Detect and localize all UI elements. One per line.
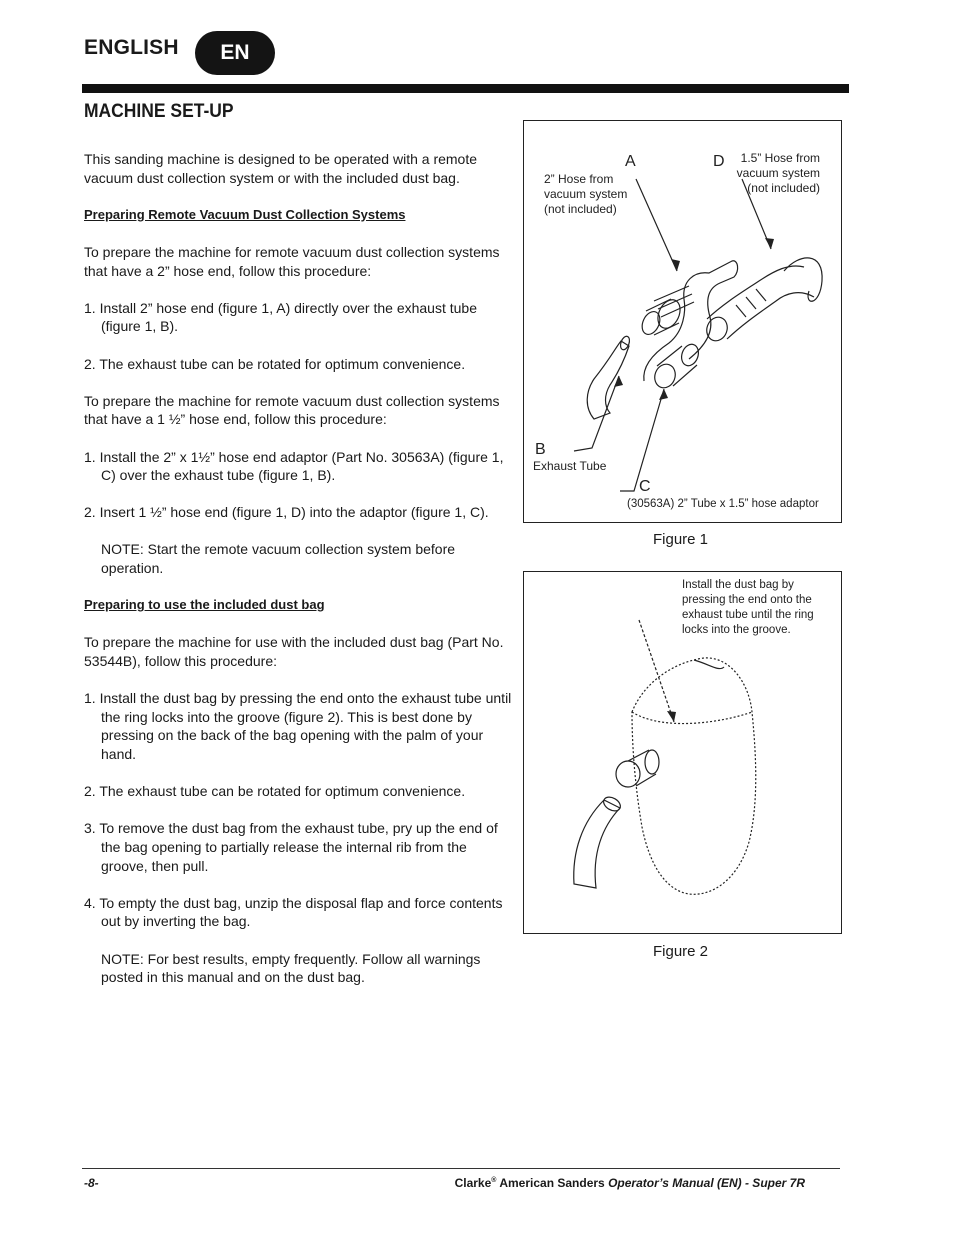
figure-2-caption: Figure 2 <box>653 943 709 960</box>
adaptor-label: (30563A) 2” Tube x 1.5” hose adaptor <box>627 498 819 510</box>
callout-line: exhaust tube until the ring <box>682 609 814 621</box>
dust-bag-callout <box>682 578 837 638</box>
hose-2in-line: 2” Hose from <box>544 172 614 186</box>
list-item: 1. Install the 2” x 1½” hose end adaptor (Part No. 30563A) (figure 1, C) over the exhaust tube (figure 1, B). <box>84 448 504 484</box>
hose-15in-line: vacuum system <box>736 166 820 180</box>
list-item: 1. Install the dust bag by pressing the end onto the exhaust tube until the ring locks into the groove (figure 2). This is best done by pressing on the back of the bag opening with the palm of your hand. <box>84 690 512 762</box>
list-item: 3. To remove the dust bag from the exhaust tube, pry up the end of the bag opening to partially release the internal rib from the groove, then pull. <box>84 820 498 874</box>
remote-heading: Preparing Remote Vacuum Dust Collection Systems <box>84 206 406 222</box>
hose-15in-line: (not included) <box>747 181 820 195</box>
list-item: 4. To empty the dust bag, unzip the disposal flap and force contents out by inverting the bag. <box>84 894 503 930</box>
list-item: 1. Install 2” hose end (figure 1, A) directly over the exhaust tube (figure 1, B). <box>84 299 477 335</box>
language-badge: EN <box>195 31 275 75</box>
hose-15in-note <box>720 151 820 196</box>
section-title: MACHINE SET-UP <box>84 101 234 122</box>
footer-brand: Clarke <box>454 1176 492 1190</box>
bag-note: NOTE: For best results, empty frequently. Follow all warnings posted in this manual and on the dust bag. <box>101 950 481 986</box>
bag-heading: Preparing to use the included dust bag <box>84 597 325 613</box>
list-item: 2. The exhaust tube can be rotated for optimum convenience. <box>84 355 466 372</box>
callout-line: Install the dust bag by <box>682 579 794 591</box>
page-number: -8- <box>84 1176 99 1190</box>
language-label: ENGLISH <box>84 36 179 59</box>
remote-2in-intro: To prepare the machine for remote vacuum dust collection systems that have a 2” hose end, follow this procedure: <box>84 243 500 279</box>
hose-2in-line: (not included) <box>544 202 617 216</box>
label-d: D <box>713 153 725 170</box>
label-b: B <box>535 441 546 458</box>
figure-2 <box>523 571 842 934</box>
exhaust-tube-label: Exhaust Tube <box>533 459 607 473</box>
figure-1-caption: Figure 1 <box>653 531 709 548</box>
footer-rule <box>82 1168 840 1169</box>
header-rule <box>82 84 849 93</box>
callout-line: locks into the groove. <box>682 624 791 636</box>
footer-text <box>420 1176 805 1190</box>
label-c: C <box>639 478 651 495</box>
callout-line: pressing the end onto the <box>682 594 812 606</box>
hose-2in-line: vacuum system <box>544 187 628 201</box>
remote-15-intro: To prepare the machine for remote vacuum dust collection systems that have a 1 ½” hose end, follow this procedure: <box>84 392 500 428</box>
intro-paragraph: This sanding machine is designed to be operated with a remote vacuum dust collection system or with the included dust bag. <box>84 151 478 186</box>
footer-company: American Sanders <box>496 1176 609 1190</box>
hose-2in-note <box>544 172 654 217</box>
remote-note: NOTE: Start the remote vacuum collection system before operation. <box>101 541 456 577</box>
label-a: A <box>625 153 636 170</box>
list-item: 2. The exhaust tube can be rotated for optimum convenience. <box>84 783 466 800</box>
list-item: 2. Insert 1 ½” hose end (figure 1, D) into the adaptor (figure 1, C). <box>84 504 489 521</box>
figure-1 <box>523 120 842 523</box>
body-text <box>84 150 514 987</box>
bag-intro: To prepare the machine for use with the included dust bag (Part No. 53544B), follow this procedure: <box>84 634 504 670</box>
footer-manual: Operator’s Manual (EN) - Super 7R <box>608 1176 805 1190</box>
registered-mark: ® <box>491 1177 497 1184</box>
hose-15in-line: 1.5” Hose from <box>740 151 820 165</box>
